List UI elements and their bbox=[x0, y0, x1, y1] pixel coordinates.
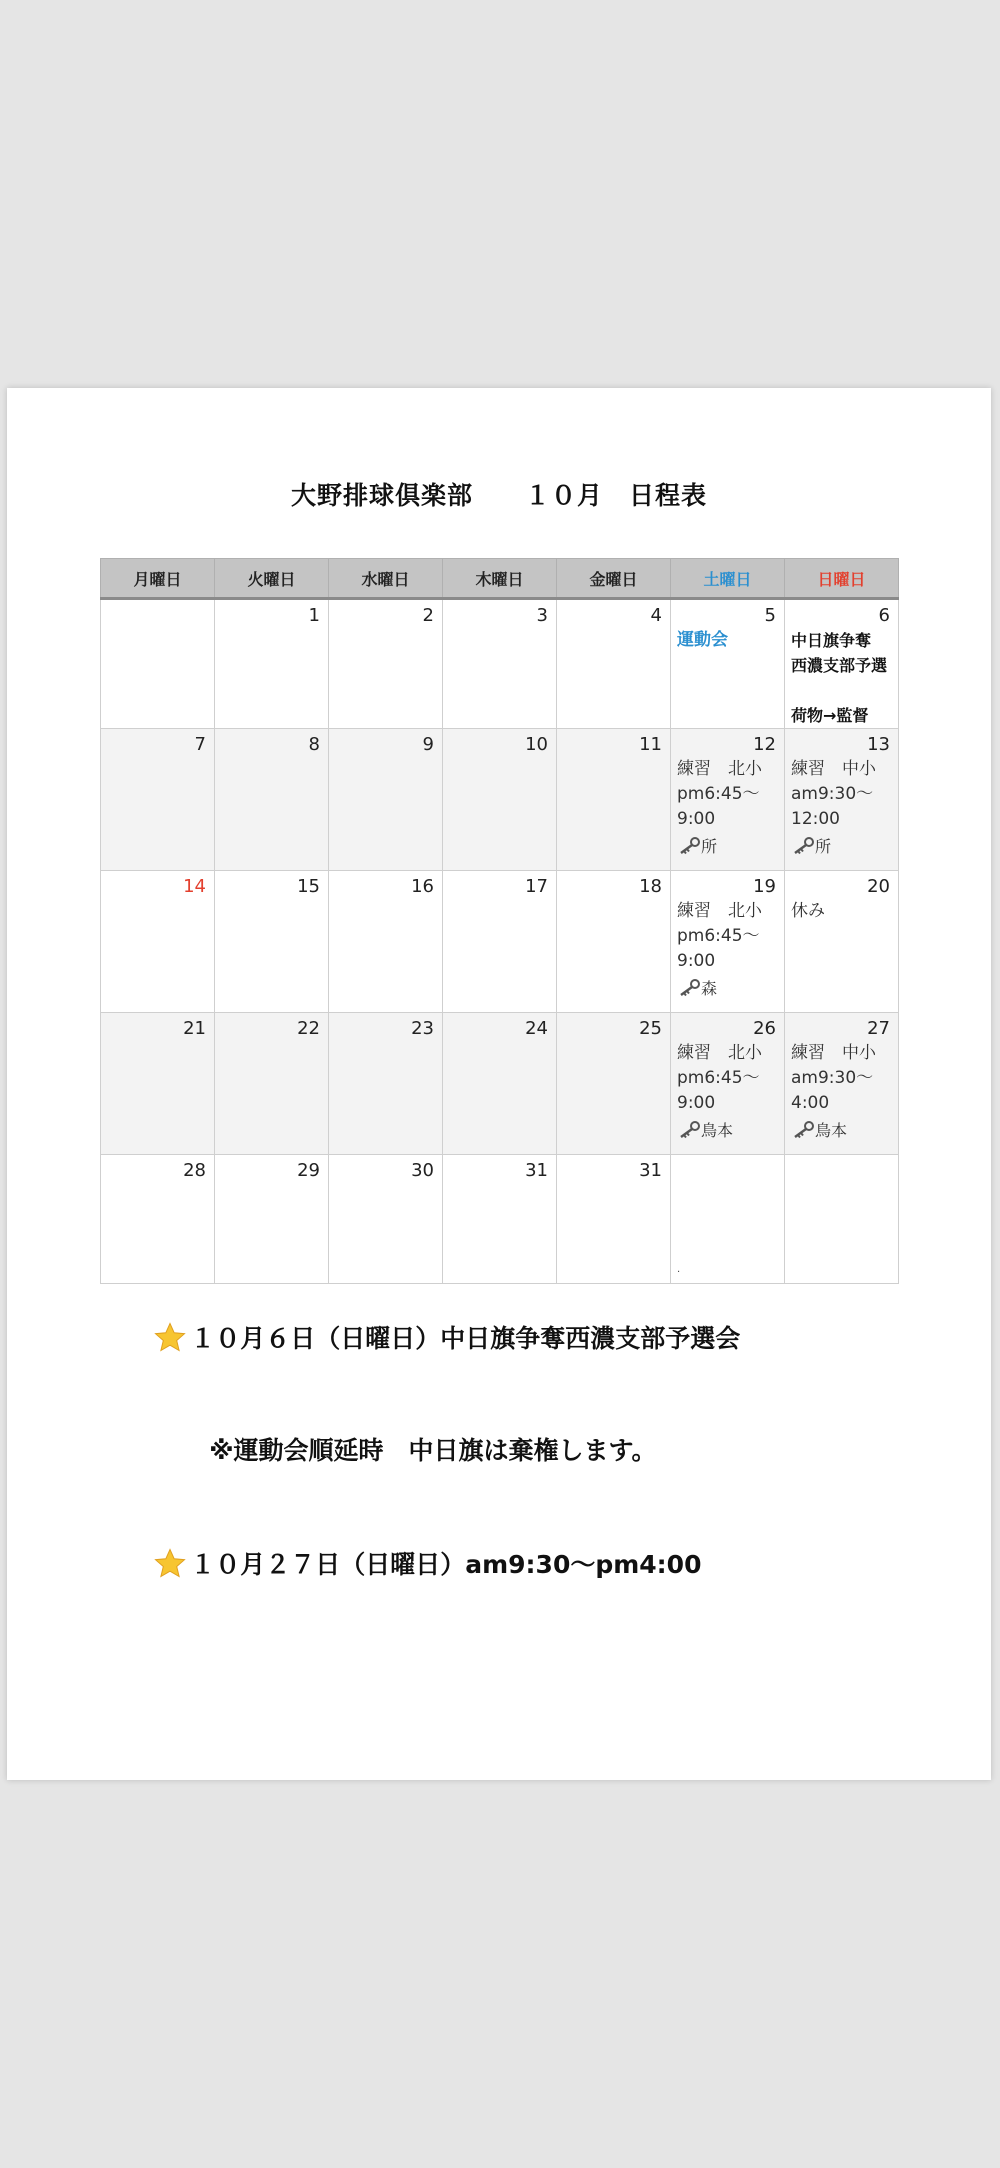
day-cell bbox=[215, 729, 329, 871]
day-number: 18 bbox=[639, 876, 662, 897]
key-icon bbox=[791, 1121, 815, 1139]
day-cell bbox=[215, 871, 329, 1013]
day-number: 6 bbox=[878, 605, 890, 626]
day-number: 29 bbox=[297, 1160, 320, 1181]
note-item bbox=[102, 1288, 962, 1390]
key-holder bbox=[785, 1116, 898, 1142]
day-cell bbox=[785, 1155, 899, 1284]
day-cell bbox=[785, 871, 899, 1013]
day-cell bbox=[443, 1155, 557, 1284]
day-number: 15 bbox=[297, 876, 320, 897]
week-row bbox=[101, 599, 899, 729]
day-cell bbox=[671, 1155, 785, 1284]
day-cell bbox=[329, 1013, 443, 1155]
day-cell bbox=[329, 729, 443, 871]
day-cell bbox=[671, 871, 785, 1013]
day-cell bbox=[101, 1013, 215, 1155]
key-icon bbox=[677, 1121, 701, 1139]
day-number: 3 bbox=[536, 605, 548, 626]
day-number: 7 bbox=[194, 734, 206, 755]
key-holder bbox=[671, 1116, 784, 1142]
weekday-header-row bbox=[101, 559, 899, 599]
day-number: 21 bbox=[183, 1018, 206, 1039]
page-title: 大野排球倶楽部 １０月 日程表 bbox=[290, 481, 707, 510]
day-cell bbox=[671, 729, 785, 871]
day-event: 練習 北小 pm6:45〜 9:00 bbox=[677, 759, 762, 829]
day-number: 1 bbox=[308, 605, 320, 626]
schedule-sheet bbox=[7, 388, 991, 1780]
day-cell bbox=[329, 871, 443, 1013]
weekday-saturday: 土曜日 bbox=[671, 559, 785, 599]
weekday-thursday: 木曜日 bbox=[443, 559, 557, 599]
day-number: 31 bbox=[639, 1160, 662, 1181]
key-holder-name: 鳥本 bbox=[815, 1121, 848, 1140]
key-holder bbox=[671, 832, 784, 858]
day-event: 中日旗争奪 西濃支部予選 荷物→監督 bbox=[791, 631, 888, 725]
day-number bbox=[101, 600, 214, 604]
day-number: 23 bbox=[411, 1018, 434, 1039]
day-cell bbox=[443, 1013, 557, 1155]
day-cell bbox=[443, 871, 557, 1013]
day-cell bbox=[215, 1013, 329, 1155]
star-icon bbox=[154, 1322, 186, 1352]
day-number: 24 bbox=[525, 1018, 548, 1039]
key-icon bbox=[677, 979, 701, 997]
key-holder-name: 森 bbox=[701, 979, 718, 998]
day-cell bbox=[443, 599, 557, 729]
day-number: 12 bbox=[753, 734, 776, 755]
day-number: 2 bbox=[422, 605, 434, 626]
day-cell bbox=[557, 1155, 671, 1284]
day-cell bbox=[557, 1013, 671, 1155]
weekday-tuesday: 火曜日 bbox=[215, 559, 329, 599]
weekday-wednesday: 水曜日 bbox=[329, 559, 443, 599]
note-text: １０月６日（日曜日）中日旗争奪西濃支部予選会 bbox=[190, 1324, 741, 1353]
day-cell bbox=[215, 1155, 329, 1284]
day-number: 26 bbox=[753, 1018, 776, 1039]
day-cell bbox=[443, 729, 557, 871]
day-cell bbox=[557, 599, 671, 729]
weekday-monday: 月曜日 bbox=[101, 559, 215, 599]
day-event: 休み bbox=[791, 901, 825, 921]
key-holder-name: 所 bbox=[701, 837, 718, 856]
calendar-table bbox=[100, 558, 899, 1284]
day-cell bbox=[329, 599, 443, 729]
note-item bbox=[102, 1514, 962, 1616]
day-number bbox=[785, 1155, 898, 1159]
day-event: 練習 中小 am9:30〜 4:00 bbox=[791, 1043, 876, 1113]
day-cell bbox=[101, 1155, 215, 1284]
day-number: 10 bbox=[525, 734, 548, 755]
day-number: 9 bbox=[422, 734, 434, 755]
day-cell bbox=[785, 599, 899, 729]
day-number: 13 bbox=[867, 734, 890, 755]
key-holder bbox=[671, 974, 784, 1000]
day-number bbox=[671, 1155, 784, 1159]
day-cell bbox=[671, 599, 785, 729]
day-cell bbox=[785, 729, 899, 871]
day-event: 運動会 bbox=[677, 630, 728, 650]
star-icon bbox=[154, 1548, 186, 1578]
note-text: １０月２７日（日曜日）am9:30〜pm4:00 bbox=[190, 1550, 702, 1579]
key-icon bbox=[677, 837, 701, 855]
day-number: 30 bbox=[411, 1160, 434, 1181]
day-number: 16 bbox=[411, 876, 434, 897]
weekday-friday: 金曜日 bbox=[557, 559, 671, 599]
day-number: 17 bbox=[525, 876, 548, 897]
day-number: 5 bbox=[764, 605, 776, 626]
week-row bbox=[101, 1013, 899, 1155]
day-event: 練習 北小 pm6:45〜 9:00 bbox=[677, 901, 762, 971]
day-cell bbox=[101, 599, 215, 729]
day-cell bbox=[671, 1013, 785, 1155]
notes-section bbox=[102, 1288, 962, 1616]
day-cell bbox=[329, 1155, 443, 1284]
day-number: 11 bbox=[639, 734, 662, 755]
day-cell bbox=[215, 599, 329, 729]
day-cell bbox=[785, 1013, 899, 1155]
day-cell bbox=[557, 729, 671, 871]
weekday-sunday: 日曜日 bbox=[785, 559, 899, 599]
week-row bbox=[101, 871, 899, 1013]
day-event: 練習 北小 pm6:45〜 9:00 bbox=[677, 1043, 762, 1113]
week-row bbox=[101, 729, 899, 871]
day-number: 27 bbox=[867, 1018, 890, 1039]
week-row bbox=[101, 1155, 899, 1284]
day-number: 8 bbox=[308, 734, 320, 755]
day-number-holiday: 14 bbox=[183, 876, 206, 897]
cell-mark: . bbox=[677, 1264, 681, 1275]
day-number: 20 bbox=[867, 876, 890, 897]
day-event: 練習 中小 am9:30〜 12:00 bbox=[791, 759, 876, 829]
day-number: 28 bbox=[183, 1160, 206, 1181]
day-cell bbox=[101, 729, 215, 871]
note-subitem bbox=[102, 1400, 962, 1502]
key-holder bbox=[785, 832, 898, 858]
day-number: 4 bbox=[650, 605, 662, 626]
day-cell bbox=[557, 871, 671, 1013]
key-holder-name: 所 bbox=[815, 837, 832, 856]
note-text: ※運動会順延時 中日旗は棄権します。 bbox=[209, 1436, 657, 1465]
day-number: 22 bbox=[297, 1018, 320, 1039]
day-number: 25 bbox=[639, 1018, 662, 1039]
day-number: 19 bbox=[753, 876, 776, 897]
day-number: 31 bbox=[525, 1160, 548, 1181]
day-cell bbox=[101, 871, 215, 1013]
key-holder-name: 鳥本 bbox=[701, 1121, 734, 1140]
key-icon bbox=[791, 837, 815, 855]
